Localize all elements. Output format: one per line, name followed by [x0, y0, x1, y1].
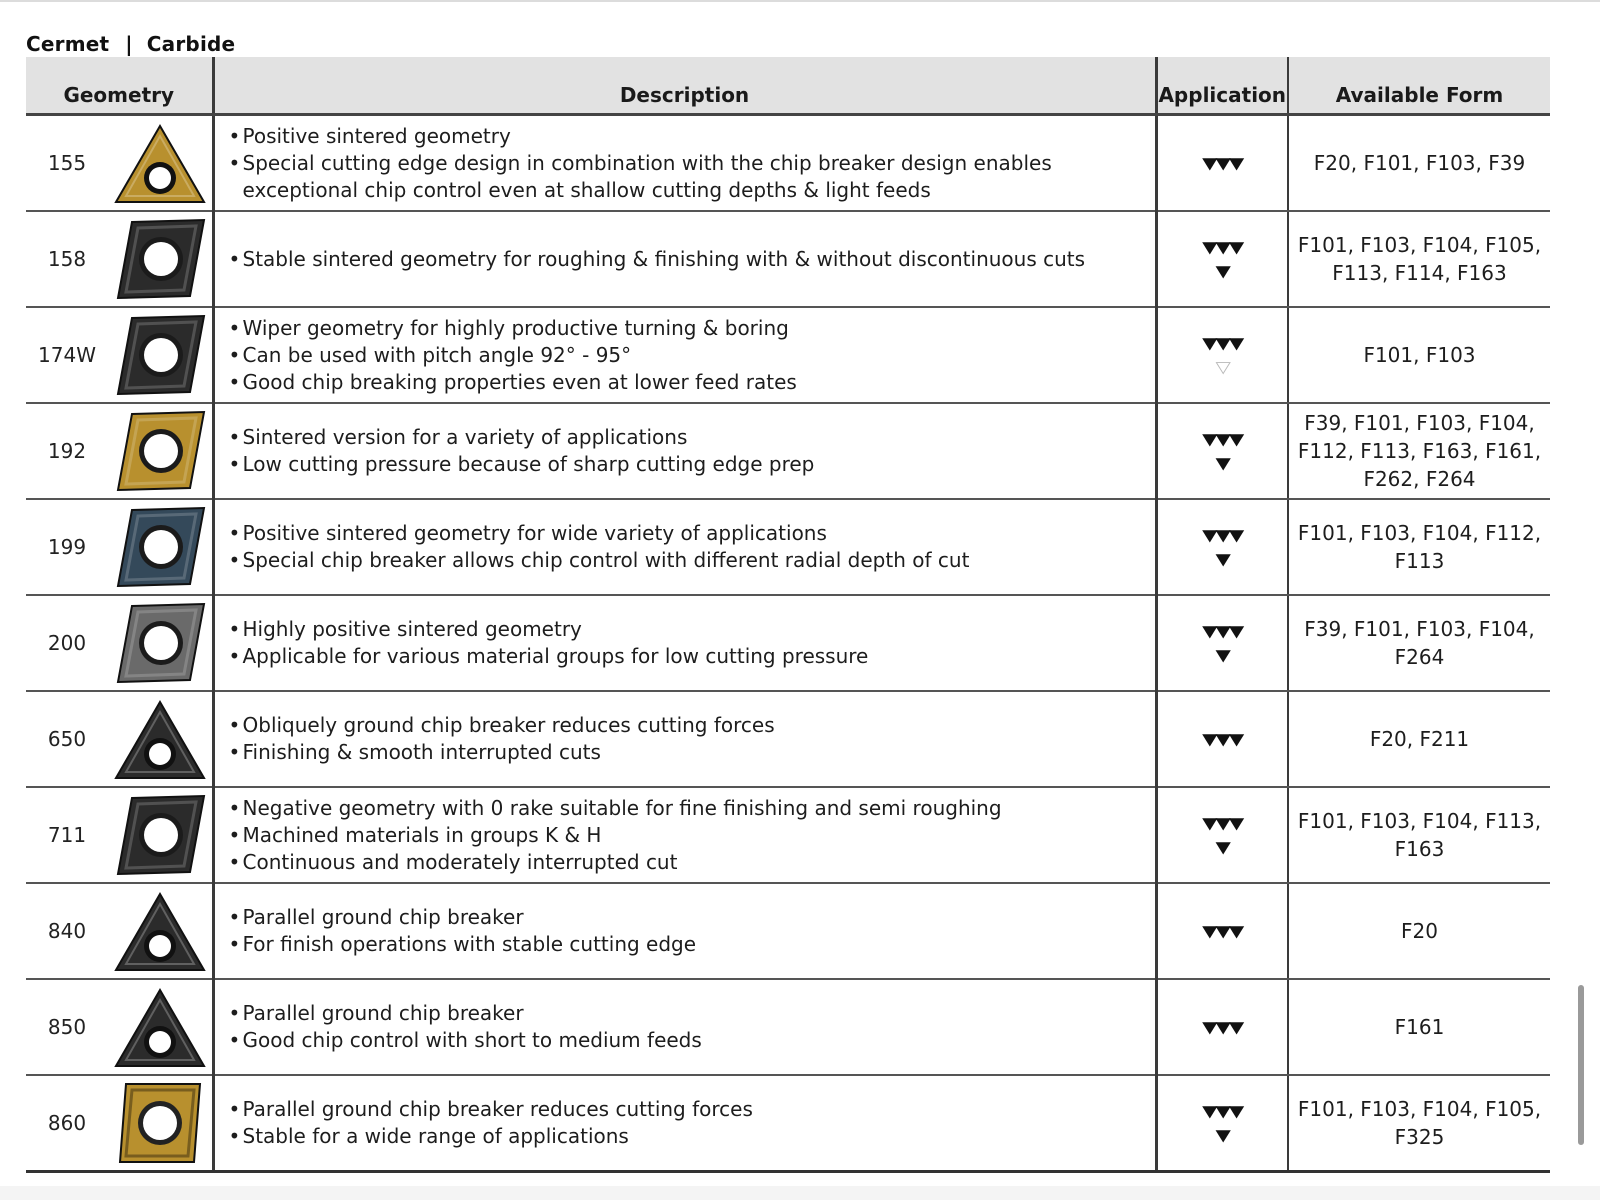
- geometry-code: 200: [47, 631, 87, 655]
- available-form-cell: F20, F101, F103, F39: [1288, 115, 1550, 212]
- description-cell: [213, 691, 1156, 787]
- table-row: [26, 115, 1550, 212]
- application-rating-icon: ▼▼▼: [1202, 153, 1243, 173]
- description-bullet: • Obliquely ground chip breaker reduces cutting forces: [229, 712, 1141, 739]
- description-bullet: • Wiper geometry for highly productive turning & boring: [229, 315, 1141, 342]
- rhombic-insert-dark-icon: [112, 792, 208, 878]
- geometry-code: 850: [47, 1015, 87, 1039]
- application-cell: [1156, 1075, 1288, 1172]
- geometry-cell: [26, 595, 213, 691]
- description-bullet: • Continuous and moderately interrupted cut: [229, 849, 1141, 876]
- column-header-geometry: Geometry: [26, 57, 213, 115]
- table-header-row: [26, 57, 1550, 115]
- description-bullet: • Parallel ground chip breaker reduces cutting forces: [229, 1096, 1141, 1123]
- column-header-description: Description: [213, 57, 1156, 115]
- available-form-cell: F39, F101, F103, F104, F264: [1288, 595, 1550, 691]
- application-rating-icon: ▼: [1215, 645, 1229, 665]
- geometry-cell: [26, 307, 213, 403]
- application-rating-icon: ▼: [1215, 837, 1229, 857]
- description-cell: [213, 115, 1156, 212]
- table-row: [26, 403, 1550, 499]
- geometry-cell: [26, 787, 213, 883]
- application-rating-icon: ▼▼▼: [1202, 921, 1243, 941]
- triangle-insert-dark-icon: [112, 696, 208, 782]
- description-list: [229, 315, 1141, 396]
- geometry-code: 155: [47, 151, 87, 175]
- available-form-cell: F101, F103, F104, F112, F113: [1288, 499, 1550, 595]
- description-bullet: • Finishing & smooth interrupted cuts: [229, 739, 1141, 766]
- description-list: [229, 424, 1141, 478]
- rhombic-insert-grey-icon: [112, 600, 208, 686]
- column-header-available-form: Available Form: [1288, 57, 1550, 115]
- geometry-code: 711: [47, 823, 87, 847]
- application-rating-icon: ▼▼▼: [1202, 237, 1243, 257]
- rhombic-insert-dark-icon: [112, 312, 208, 398]
- table-row: [26, 499, 1550, 595]
- material-tabs: [26, 32, 235, 56]
- triangle-insert-gold-icon: [112, 120, 208, 206]
- description-cell: [213, 403, 1156, 499]
- application-rating-icon: ▼▼▼: [1202, 333, 1243, 353]
- application-cell: [1156, 499, 1288, 595]
- table-row: [26, 883, 1550, 979]
- application-cell: [1156, 883, 1288, 979]
- application-cell: [1156, 787, 1288, 883]
- description-bullet: • Positive sintered geometry for wide variety of applications: [229, 520, 1141, 547]
- description-bullet: • Special chip breaker allows chip control with different radial depth of cut: [229, 547, 1141, 574]
- description-cell: [213, 1075, 1156, 1172]
- application-rating-icon: ▼▼▼: [1202, 1101, 1243, 1121]
- application-rating-icon: ▼▼▼: [1202, 525, 1243, 545]
- geometry-code: 158: [47, 247, 87, 271]
- description-bullet: • Low cutting pressure because of sharp cutting edge prep: [229, 451, 1141, 478]
- geometry-code: 199: [47, 535, 87, 559]
- application-cell: [1156, 691, 1288, 787]
- application-cell: [1156, 979, 1288, 1075]
- description-cell: [213, 787, 1156, 883]
- table-row: [26, 307, 1550, 403]
- geometry-code: 650: [47, 727, 87, 751]
- description-bullet: • Special cutting edge design in combination with the chip breaker design enables exceptional chip control even at shallow cutting depths & light feeds: [229, 150, 1141, 204]
- description-list: [229, 520, 1141, 574]
- tab-separator: |: [125, 32, 133, 56]
- description-bullet: • Negative geometry with 0 rake suitable for fine finishing and semi roughing: [229, 795, 1141, 822]
- description-cell: [213, 307, 1156, 403]
- description-bullet: • Can be used with pitch angle 92° - 95°: [229, 342, 1141, 369]
- triangle-insert-dark-icon: [112, 984, 208, 1070]
- available-form-cell: F39, F101, F103, F104, F112, F113, F163, F161, F262, F264: [1288, 403, 1550, 499]
- application-cell: [1156, 211, 1288, 307]
- geometry-cell: [26, 403, 213, 499]
- application-cell: [1156, 403, 1288, 499]
- description-bullet: • For finish operations with stable cutting edge: [229, 931, 1141, 958]
- description-list: [229, 616, 1141, 670]
- application-rating-icon: ▼▼▼: [1202, 813, 1243, 833]
- description-bullet: • Sintered version for a variety of applications: [229, 424, 1141, 451]
- triangle-insert-dark-icon: [112, 888, 208, 974]
- rhombic-insert-dark-icon: [112, 216, 208, 302]
- available-form-cell: F20: [1288, 883, 1550, 979]
- available-form-cell: F101, F103: [1288, 307, 1550, 403]
- scrollbar-thumb[interactable]: [1578, 985, 1584, 1145]
- description-bullet: • Parallel ground chip breaker: [229, 904, 1141, 931]
- geometry-cell: [26, 115, 213, 212]
- geometry-code: 174W: [38, 343, 96, 367]
- description-bullet: • Good chip control with short to medium feeds: [229, 1027, 1141, 1054]
- geometry-code: 860: [47, 1111, 87, 1135]
- application-cell: [1156, 595, 1288, 691]
- description-bullet: • Parallel ground chip breaker: [229, 1000, 1141, 1027]
- application-rating-icon: ▼▼▼: [1202, 1017, 1243, 1037]
- tab-cermet[interactable]: Cermet: [26, 32, 110, 56]
- geometry-code: 840: [47, 919, 87, 943]
- description-bullet: • Positive sintered geometry: [229, 123, 1141, 150]
- table-row: [26, 1075, 1550, 1172]
- column-header-application: Application: [1156, 57, 1288, 115]
- table-row: [26, 979, 1550, 1075]
- available-form-cell: F161: [1288, 979, 1550, 1075]
- rhombic-insert-blue-icon: [112, 504, 208, 590]
- description-bullet: • Applicable for various material groups for low cutting pressure: [229, 643, 1141, 670]
- description-list: [229, 712, 1141, 766]
- geometry-code: 192: [47, 439, 87, 463]
- application-rating-icon: ▼: [1215, 549, 1229, 569]
- description-bullet: • Good chip breaking properties even at lower feed rates: [229, 369, 1141, 396]
- geometry-cell: [26, 883, 213, 979]
- table-row: [26, 211, 1550, 307]
- table-row: [26, 787, 1550, 883]
- geometry-table: [26, 57, 1550, 1173]
- application-rating-icon: ▼▼▼: [1202, 729, 1243, 749]
- top-divider: [0, 0, 1600, 2]
- available-form-cell: F101, F103, F104, F113, F163: [1288, 787, 1550, 883]
- application-cell: [1156, 115, 1288, 212]
- description-list: [229, 904, 1141, 958]
- rhombic-insert-gold-icon: [112, 408, 208, 494]
- description-list: [229, 123, 1141, 204]
- description-cell: [213, 979, 1156, 1075]
- table-row: [26, 691, 1550, 787]
- description-cell: [213, 499, 1156, 595]
- description-list: [229, 246, 1141, 273]
- description-bullet: • Stable sintered geometry for roughing & finishing with & without discontinuous cuts: [229, 246, 1141, 273]
- page-bottom-edge: [0, 1186, 1600, 1200]
- description-cell: [213, 595, 1156, 691]
- description-list: [229, 1096, 1141, 1150]
- description-bullet: • Machined materials in groups K & H: [229, 822, 1141, 849]
- tab-carbide[interactable]: Carbide: [146, 32, 236, 56]
- geometry-cell: [26, 211, 213, 307]
- description-bullet: • Stable for a wide range of applications: [229, 1123, 1141, 1150]
- description-cell: [213, 883, 1156, 979]
- application-rating-icon: ▼: [1215, 1125, 1229, 1145]
- application-rating-icon: ▽: [1215, 357, 1229, 377]
- available-form-cell: F101, F103, F104, F105, F113, F114, F163: [1288, 211, 1550, 307]
- application-rating-icon: ▼▼▼: [1202, 429, 1243, 449]
- square-insert-gold-icon: [112, 1080, 208, 1166]
- application-rating-icon: ▼▼▼: [1202, 621, 1243, 641]
- application-rating-icon: ▼: [1215, 453, 1229, 473]
- available-form-cell: F20, F211: [1288, 691, 1550, 787]
- application-rating-icon: ▼: [1215, 261, 1229, 281]
- available-form-cell: F101, F103, F104, F105, F325: [1288, 1075, 1550, 1172]
- description-cell: [213, 211, 1156, 307]
- description-list: [229, 795, 1141, 876]
- geometry-cell: [26, 1075, 213, 1172]
- description-bullet: • Highly positive sintered geometry: [229, 616, 1141, 643]
- geometry-cell: [26, 979, 213, 1075]
- geometry-cell: [26, 691, 213, 787]
- description-list: [229, 1000, 1141, 1054]
- geometry-cell: [26, 499, 213, 595]
- table-row: [26, 595, 1550, 691]
- application-cell: [1156, 307, 1288, 403]
